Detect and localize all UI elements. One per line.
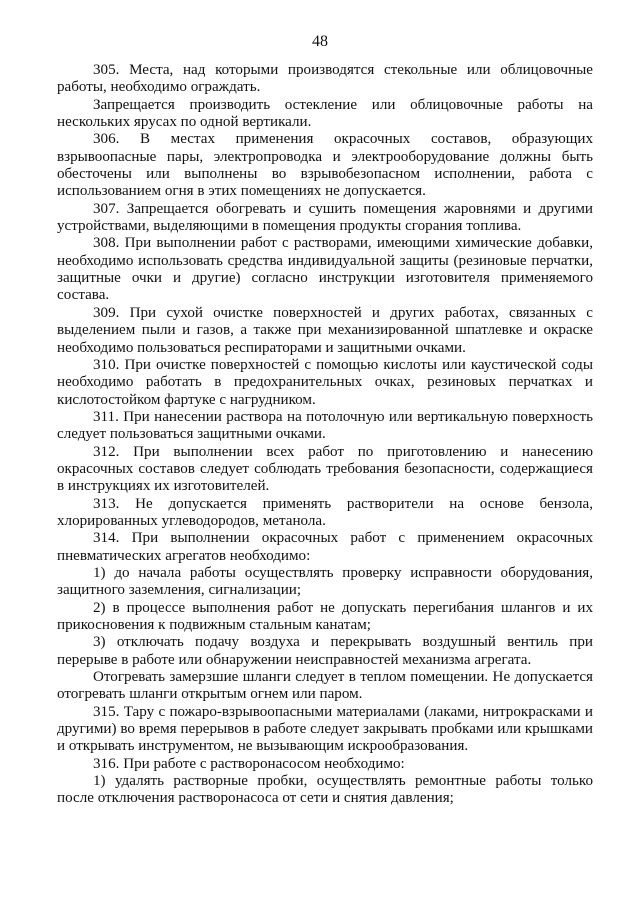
paragraph: 314. При выполнении окрасочных работ с применением окрасочных пневматических агрегатов необходимо: (57, 530, 593, 564)
paragraph: Запрещается производить остекление или облицовочные работы на нескольких ярусах по одной вертикали. (57, 96, 593, 131)
paragraph: 305. Места, над которыми производятся стекольные или облицовочные работы, необходимо ограждать. (57, 62, 593, 96)
list-item: 1) удалять растворные пробки, осуществлять ремонтные работы только после отключения растворонасоса от сети и снятия давления; (57, 773, 593, 807)
list-item: 3) отключать подачу воздуха и перекрывать воздушный вентиль при перерыве в работе или обнаружении неисправностей механизма агрегата. (57, 634, 593, 668)
paragraph: 313. Не допускается применять растворители на основе бензола, хлорированных углеводородов, метанола. (57, 495, 593, 529)
page-number: 48 (312, 33, 328, 50)
paragraph: Отогревать замерзшие шланги следует в теплом помещении. Не допускается отогревать шланги открытым огнем или паром. (57, 669, 593, 703)
paragraph: 312. При выполнении всех работ по приготовлению и нанесению окрасочных составов следует соблюдать требования безопасности, содержащиеся в инструкциях их изготовителей. (57, 443, 593, 495)
paragraph: 309. При сухой очистке поверхностей и других работах, связанных с выделением пыли и газов, а также при механизированной шпатлевке и окраске необходимо пользоваться респираторами и защитными очками. (57, 304, 593, 356)
paragraph: 307. Запрещается обогревать и сушить помещения жаровнями и другими устройствами, выделяющими в помещения продукты сгорания топлива. (57, 200, 593, 235)
document-body (57, 62, 593, 808)
paragraph: 306. В местах применения окрасочных составов, образующих взрывоопасные пары, электропроводка и электрооборудование должны быть обесточены или выполнены во взрывобезопасном исполнении, работа с использованием огня в этих помещениях не допускается. (57, 131, 593, 200)
paragraph: 311. При нанесении раствора на потолочную или вертикальную поверхность следует пользоваться защитными очками. (57, 408, 593, 443)
paragraph: 310. При очистке поверхностей с помощью кислоты или каустической соды необходимо работать в предохранительных очках, резиновых перчатках и кислотостойком фартуке с нагрудником. (57, 356, 593, 408)
paragraph: 315. Тару с пожаро-взрывоопасными материалами (лаками, нитрокрасками и другими) во время перерывов в работе следует закрывать пробками или крышками и открывать инструментом, не вызывающим искрообразования. (57, 703, 593, 755)
list-item: 2) в процессе выполнения работ не допускать перегибания шлангов и их прикосновения к подвижным стальным канатам; (57, 599, 593, 633)
paragraph: 308. При выполнении работ с растворами, имеющими химические добавки, необходимо использовать средства индивидуальной защиты (резиновые перчатки, защитные очки и другие) согласно инструкции изготовителя применяемого состава. (57, 235, 593, 304)
paragraph: 316. При работе с растворонасосом необходимо: (93, 755, 405, 772)
list-item: 1) до начала работы осуществлять проверку исправности оборудования, защитного заземления, сигнализации; (57, 564, 593, 599)
